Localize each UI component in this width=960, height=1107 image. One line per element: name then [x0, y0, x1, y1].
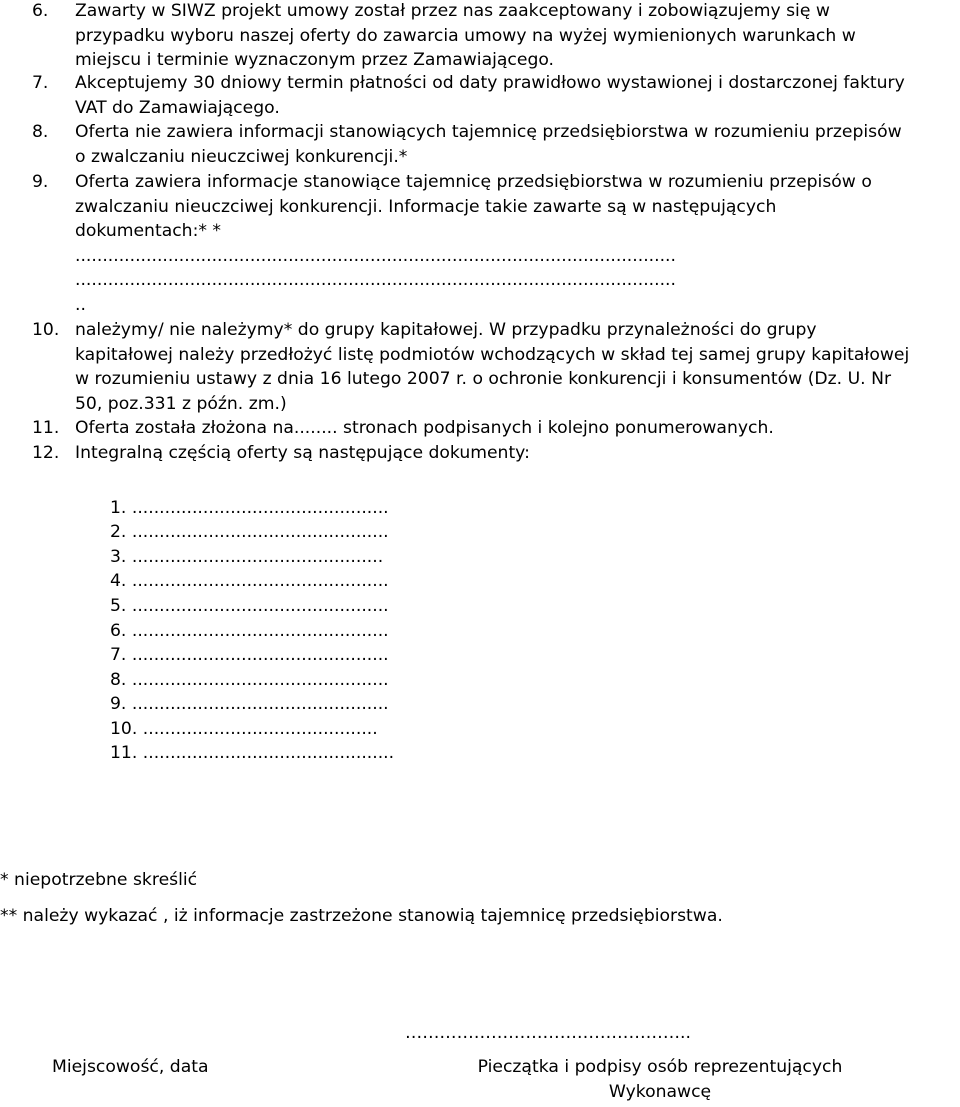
footnote-single: * niepotrzebne skreślić	[0, 870, 198, 890]
list-item: 2. ...............................................	[110, 522, 389, 542]
item-number: 9.	[32, 172, 49, 192]
item-text: Oferta została złożona na........ stronach podpisanych i kolejno ponumerowanych.	[75, 418, 774, 438]
item-text: Oferta zawiera informacje stanowiące tajemnicę przedsiębiorstwa w rozumieniu przepisów o zwalczaniu nieuczciwej konkurencji. Informacje takie zawarte są w następujących dokumentach:* * .............................................................................................................. .............................................................................................................. ..	[75, 172, 872, 315]
footnote-double: ** należy wykazać , iż informacje zastrzeżone stanowią tajemnicę przedsiębiorstwa.	[0, 906, 723, 926]
list-item: 8. ...............................................	[110, 670, 389, 690]
list-item: 10. ...........................................	[110, 719, 378, 739]
item-number: 10.	[32, 320, 60, 340]
list-item: 3. ..............................................	[110, 547, 384, 567]
item-text: należymy/ nie należymy* do grupy kapitałowej. W przypadku przynależności do grupy kapitałowej należy przedłożyć listę podmiotów wchodzących w skład tej samej grupy kapitałowej w rozumieniu ustawy z dnia 16 lutego 2007 r. o ochronie konkurencji i konsumentów (Dz. U. Nr 50, poz.331 z późn. zm.)	[75, 320, 910, 414]
item-number: 8.	[32, 122, 49, 142]
item-number: 12.	[32, 443, 60, 463]
list-item: 4. ...............................................	[110, 571, 389, 591]
list-item: 11. ..............................................	[110, 743, 395, 763]
stamp-label	[460, 1055, 860, 1104]
list-item: 1. ...............................................	[110, 498, 389, 518]
item-text: Akceptujemy 30 dniowy termin płatności od daty prawidłowo wystawionej i dostarczonej faktury VAT do Zamawiającego.	[75, 73, 905, 118]
item-number: 11.	[32, 418, 60, 438]
item-text: Oferta nie zawiera informacji stanowiących tajemnicę przedsiębiorstwa w rozumieniu przepisów o zwalczaniu nieuczciwej konkurencji.*	[75, 122, 902, 167]
item-number: 6.	[32, 1, 49, 21]
item-number: 7.	[32, 73, 49, 93]
stamp-label-line1: Pieczątka i podpisy osób reprezentujących	[477, 1057, 843, 1077]
place-date-label: Miejscowość, data	[52, 1057, 209, 1077]
signature-dots: …………………………………………..	[405, 1023, 691, 1043]
item-text: Integralną częścią oferty są następujące dokumenty:	[75, 443, 530, 463]
stamp-label-line2: Wykonawcę	[608, 1081, 712, 1102]
list-item: 7. ...............................................	[110, 645, 389, 665]
list-item: 6. ...............................................	[110, 621, 389, 641]
list-item: 9. ...............................................	[110, 694, 389, 714]
item-text: Zawarty w SIWZ projekt umowy został przez nas zaakceptowany i zobowiązujemy się w przypadku wyboru naszej oferty do zawarcia umowy na wyżej wymienionych warunkach w miejscu i terminie wyznaczonym przez Zamawiającego.	[75, 1, 856, 70]
list-item: 5. ...............................................	[110, 596, 389, 616]
